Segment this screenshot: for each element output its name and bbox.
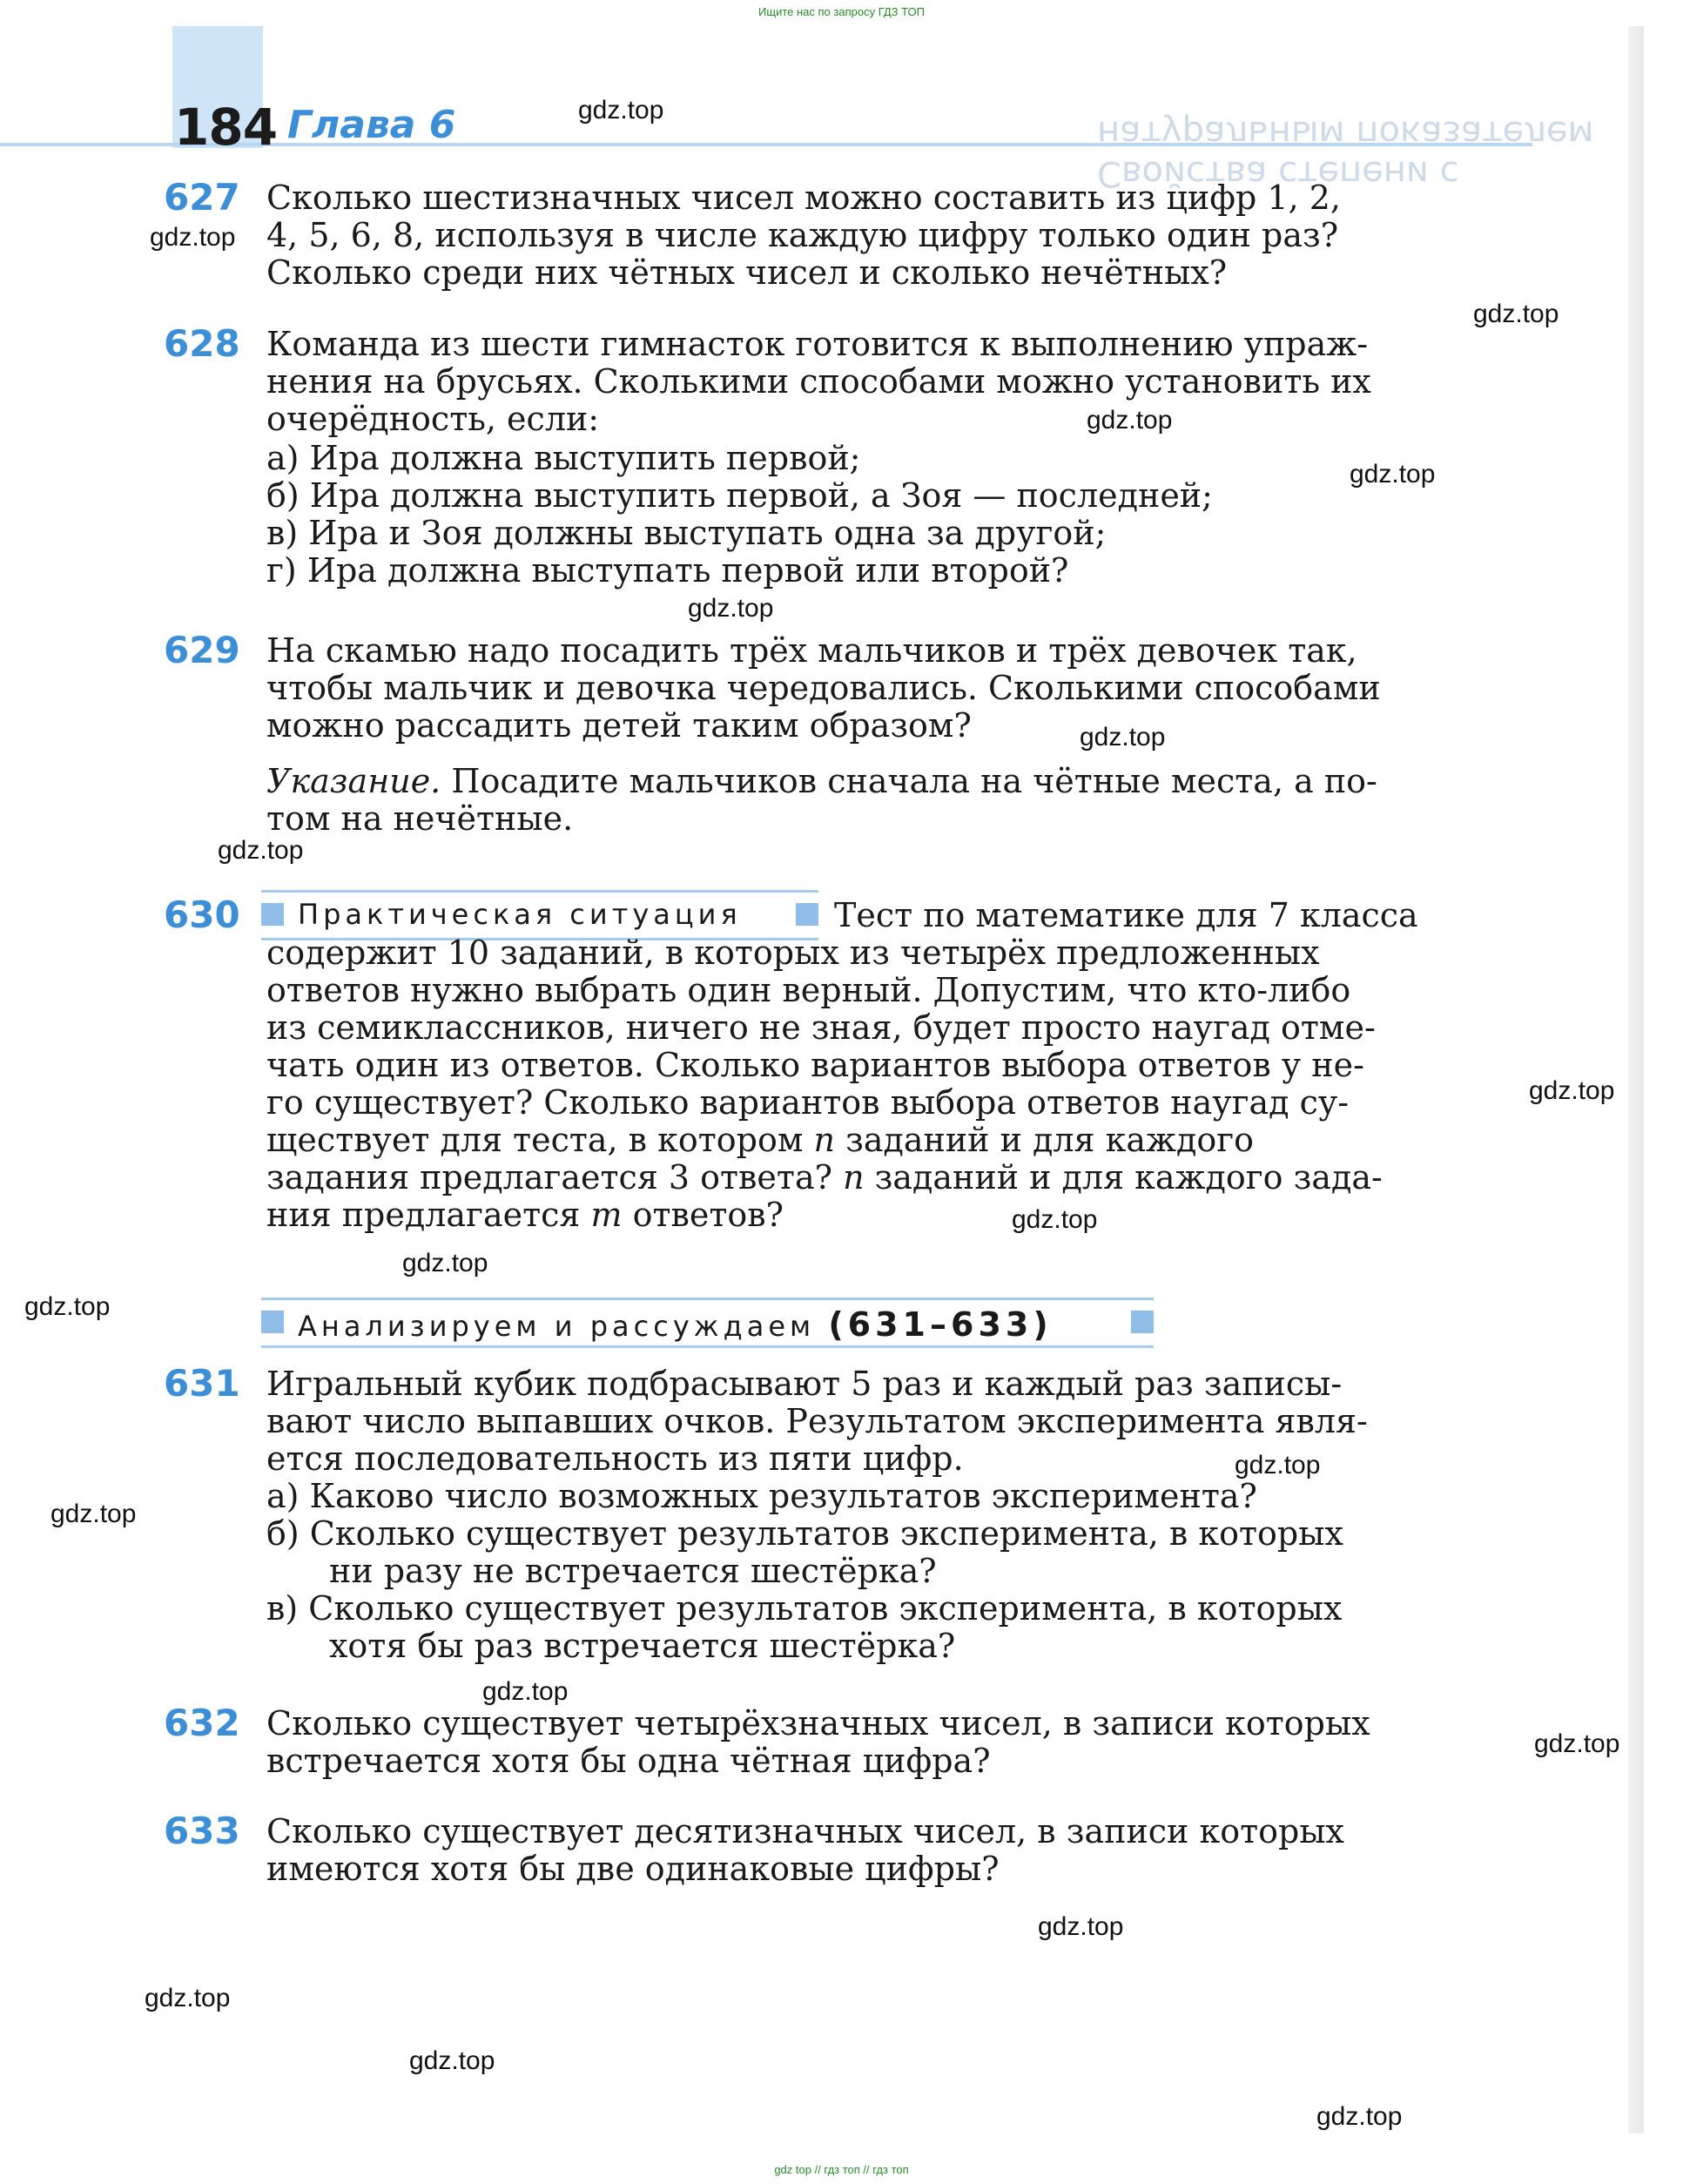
text-fragment: задания предлагается 3 ответа?	[266, 1158, 844, 1196]
text-line: Команда из шести гимнасток готовится к выполнению упраж-	[266, 325, 1369, 363]
watermark: gdz.top	[578, 96, 664, 125]
text-line: вают число выпавших очков. Результатом эксперимента явля-	[266, 1402, 1368, 1440]
text-line: чтобы мальчик и девочка чередовались. Сколькими способами	[266, 669, 1381, 707]
watermark: gdz.top	[1080, 723, 1166, 752]
problem-632-text	[266, 1705, 1520, 1780]
text-line: имеются хотя бы две одинаковые цифры?	[266, 1850, 1000, 1888]
page-edge-shadow	[1628, 26, 1644, 2133]
variable-n: n	[843, 1158, 865, 1196]
problem-number-633: 633	[164, 1810, 240, 1852]
option-d: г) Ира должна выступать первой или второй?	[266, 551, 1069, 590]
problem-number-630: 630	[164, 893, 240, 936]
text-line: Игральный кубик подбрасывают 5 раз и каждый раз записы-	[266, 1365, 1343, 1403]
problem-629-text	[266, 632, 1520, 745]
option-b-cont: ни разу не встречается шестёрка?	[329, 1552, 937, 1590]
text-line: Сколько существует десятизначных чисел, в записи которых	[266, 1812, 1344, 1850]
text-line: 4, 5, 6, 8, используя в числе каждую цифру только один раз?	[266, 216, 1339, 254]
problem-627-text	[266, 179, 1520, 292]
problem-629-hint	[266, 763, 1520, 838]
watermark: gdz.top	[688, 594, 774, 623]
watermark: gdz.top	[409, 2046, 495, 2075]
option-b: б) Сколько существует результатов эксперимента, в которых	[266, 1514, 1343, 1553]
bar-marker	[261, 1311, 284, 1333]
option-a: а) Каково число возможных результатов эксперимента?	[266, 1477, 1257, 1515]
watermark: gdz.top	[1087, 406, 1173, 435]
hint-label: Указание.	[266, 762, 441, 800]
problem-number-628: 628	[164, 322, 240, 365]
hint-line: том на нечётные.	[266, 799, 574, 838]
text-line: ответов нужно выбрать один верный. Допустим, что кто-либо	[266, 971, 1351, 1009]
problem-number-627: 627	[164, 176, 240, 219]
text-line: Сколько шестизначных чисел можно составить из цифр 1, 2,	[266, 179, 1341, 217]
text-line: содержит 10 заданий, в которых из четырёх предложенных	[266, 934, 1320, 972]
problem-630-first-line: Тест по математике для 7 класса	[834, 896, 1418, 934]
problem-630-text	[266, 934, 1520, 1234]
watermark: gdz.top	[402, 1249, 488, 1277]
watermark: gdz.top	[218, 836, 304, 865]
option-c: в) Ира и Зоя должны выступать одна за другой;	[266, 514, 1107, 552]
watermark: gdz.top	[1529, 1076, 1615, 1105]
analyze-section-bar	[261, 1298, 1154, 1348]
bar-marker	[261, 903, 284, 926]
text-line	[266, 1159, 1520, 1196]
variable-n: n	[813, 1121, 836, 1159]
watermark: gdz.top	[1473, 300, 1559, 328]
top-note: Ищите нас по запросу ГДЗ ТОП	[758, 5, 925, 18]
text-line: очерёдность, если:	[266, 400, 600, 438]
option-a: а) Ира должна выступить первой;	[266, 439, 861, 477]
text-line: Сколько среди них чётных чисел и сколько нечётных?	[266, 253, 1228, 292]
problem-628-options	[266, 440, 1213, 590]
problem-number-632: 632	[164, 1702, 240, 1744]
text-fragment: ществует для теста, в котором	[266, 1121, 814, 1159]
option-c: в) Сколько существует результатов эксперимента, в которых	[266, 1589, 1343, 1628]
problem-number-631: 631	[164, 1362, 240, 1405]
text-line: нения на брусьях. Сколькими способами можно установить их	[266, 362, 1371, 401]
text-line: из семиклассников, ничего не зная, будет просто наугад отме-	[266, 1008, 1376, 1047]
text-fragment: ния предлагается	[266, 1196, 591, 1234]
watermark: gdz.top	[1350, 460, 1436, 489]
option-c-cont: хотя бы раз встречается шестёрка?	[329, 1627, 956, 1665]
text-line: На скамью надо посадить трёх мальчиков и трёх девочек так,	[266, 631, 1357, 670]
section-range: (631–633)	[828, 1305, 1053, 1344]
watermark: gdz.top	[145, 1984, 231, 2012]
problem-number-629: 629	[164, 629, 240, 671]
watermark: gdz.top	[150, 223, 236, 252]
variable-m: m	[590, 1196, 623, 1234]
watermark: gdz.top	[482, 1677, 569, 1706]
bleed-through-title: Свойства степени с натуральным показателем	[1097, 113, 1594, 193]
text-line: можно рассадить детей таким образом?	[266, 706, 972, 745]
bottom-note: gdz top // гдз топ // гдз топ	[774, 2163, 909, 2176]
watermark: gdz.top	[1038, 1912, 1124, 1941]
problem-631-text	[266, 1365, 1520, 1478]
bar-marker	[1131, 1311, 1154, 1333]
watermark: gdz.top	[1235, 1451, 1321, 1480]
option-b: б) Ира должна выступить первой, а Зоя — последней;	[266, 476, 1213, 515]
bar-marker	[796, 903, 818, 926]
text-line: ется последовательность из пяти цифр.	[266, 1439, 964, 1478]
watermark: gdz.top	[1316, 2102, 1403, 2131]
section-label-text: Анализируем и рассуждаем	[298, 1310, 816, 1343]
text-fragment: заданий и для каждого зада-	[864, 1158, 1383, 1196]
watermark: gdz.top	[50, 1500, 137, 1528]
text-line: Сколько существует четырёхзначных чисел, в записи которых	[266, 1704, 1370, 1742]
text-line	[266, 1122, 1520, 1159]
text-fragment: заданий и для каждого	[835, 1121, 1255, 1159]
text-line: го существует? Сколько вариантов выбора ответов наугад су-	[266, 1083, 1350, 1122]
section-label: Практическая ситуация	[298, 898, 742, 931]
text-fragment: ответов?	[622, 1196, 784, 1234]
text-line	[266, 1196, 1520, 1234]
problem-628-text	[266, 326, 1520, 438]
watermark: gdz.top	[1012, 1205, 1098, 1234]
text-line: встречается хотя бы одна чётная цифра?	[266, 1742, 991, 1780]
chapter-title: Глава 6	[287, 103, 456, 147]
watermark: gdz.top	[24, 1292, 111, 1321]
problem-633-text	[266, 1813, 1520, 1888]
watermark: gdz.top	[1534, 1729, 1620, 1758]
hint-line	[266, 763, 1520, 800]
text-line: чать один из ответов. Сколько вариантов выбора ответов у не-	[266, 1046, 1364, 1084]
problem-631-options	[266, 1478, 1520, 1665]
section-label	[298, 1305, 1053, 1344]
hint-text: Посадите мальчиков сначала на чётные места, а по-	[441, 762, 1377, 800]
page-number: 184	[174, 98, 278, 157]
